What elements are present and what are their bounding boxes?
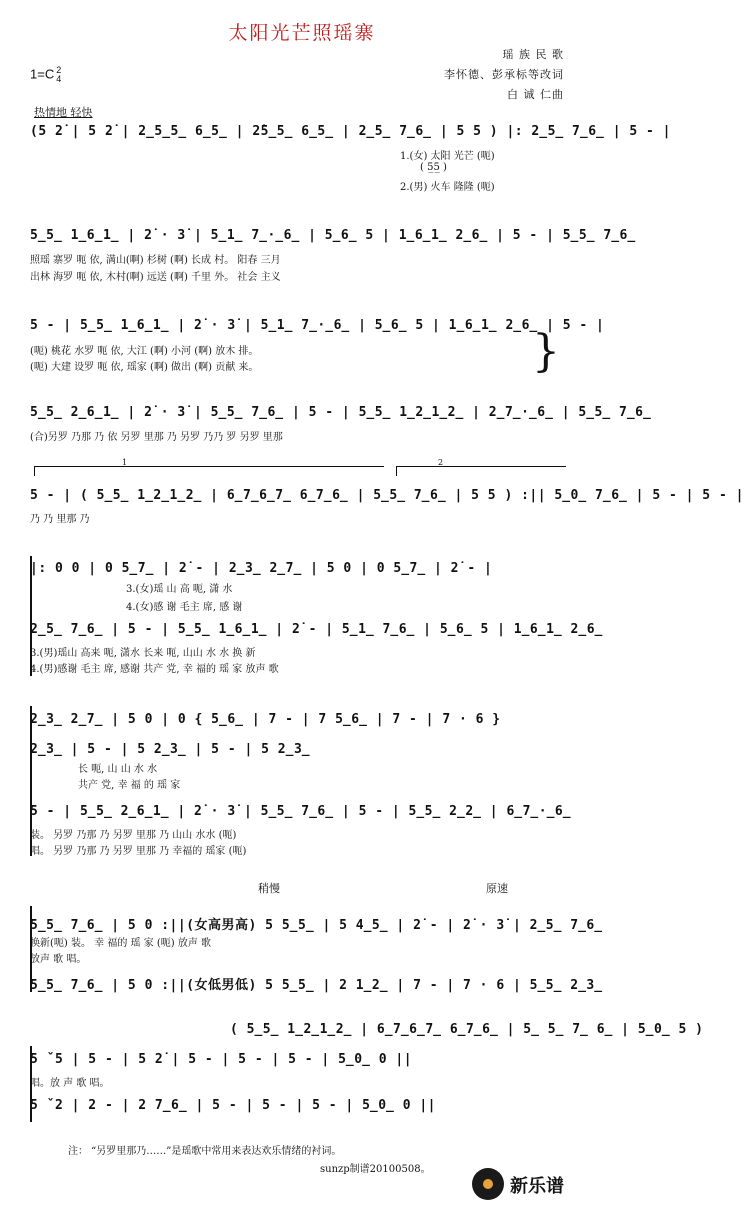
time-denominator: 4 — [56, 74, 62, 84]
credit-lyricist: 李怀德、彭承标等改词 — [444, 68, 564, 81]
record-disc-icon — [472, 1168, 504, 1200]
lyric-line: 放声 歌 唱。 — [30, 954, 87, 965]
lyric-line: (呃) 大建 设罗 呃 依, 瑶家 (啊) 做出 (啊) 贡献 来。 — [30, 362, 259, 373]
time-numerator: 2 — [56, 65, 62, 75]
lyric-line: 换新(呃) 装。 幸 福的 瑶 家 (呃) 放声 歌 — [30, 938, 212, 949]
lyric-line: 4.(女)感 谢 毛主 席, 感 谢 — [126, 602, 243, 613]
tempo-original-mark: 原速 — [486, 882, 508, 895]
lyric-line: 1.(女) 太阳 光芒 (呃) — [400, 151, 495, 162]
volta-2-bracket — [396, 466, 566, 467]
notation-line: 5̲5̲ 1̲6̲1̲ | 2̇ · 3̇ | 5̲1̲ 7̲·̲6̲ | 5̲6̲ 5 | 1̲6̲1̲ 2̲6̲ | 5 - | 5̲5̲ 7̲6̲ — [30, 228, 636, 243]
lyric-line: 装。 另罗 乃那 乃 另罗 里那 乃 山山 水水 (呃) — [30, 830, 237, 841]
lyric-line: 乃 乃 里那 乃 — [30, 514, 90, 525]
notation-line: 5̲5̲ 7̲6̲ | 5 0 :||(女高男高) 5 5̲5̲ | 5 4̲5̲ | 2̇ - | 2̇ · 3̇ | 2̲5̲ 7̲6̲ — [30, 918, 603, 933]
lyric-line: 唱。放 声 歌 唱。 — [30, 1078, 110, 1089]
volta-2-left — [396, 466, 397, 476]
key-signature — [30, 66, 61, 84]
lyric-line: 唱。 另罗 乃那 乃 另罗 里那 乃 幸福的 瑶家 (呃) — [30, 846, 247, 857]
notation-line: ( 5̲5̲ 1̲2̲1̲2̲ | 6̲7̲6̲7̲ 6̲7̲6̲ | 5̲ 5̲ 7̲ 6̲ | 5̲0̲ 5 ) — [230, 1022, 704, 1037]
system-bracket-3 — [30, 556, 32, 676]
notation-line: 2̲5̲ 7̲6̲ | 5 - | 5̲5̲ 1̲6̲1̲ | 2̇ - | 5̲1̲ 7̲6̲ | 5̲6̲ 5 | 1̲6̲1̲ 2̲6̲ — [30, 622, 603, 637]
site-logo — [472, 1168, 592, 1202]
lyric-line: (合)另罗 乃那 乃 依 另罗 里那 乃 另罗 乃乃 罗 另罗 里那 — [30, 432, 283, 443]
tempo-slow-mark: 稍慢 — [258, 882, 280, 895]
notation-line: 5 - | ( 5̲5̲ 1̲2̲1̲2̲ | 6̲7̲6̲7̲ 6̲7̲6̲ | 5̲5̲ 7̲6̲ | 5 5 ) :|| 5̲0̲ 7̲6̲ | 5 - | 5 - | — [30, 488, 744, 503]
notation-line: (5 2̇ | 5 2̇ | 2̲5̲5̲ 6̲5̲ | 2̇5̲5̲ 6̲5̲ | 2̲5̲ 7̲6̲ | 5 5 ) |: 2̲5̲ 7̲6̲ | 5 - | — [30, 124, 671, 139]
system-bracket-4 — [30, 706, 32, 856]
notation-line: 5 - | 5̲5̲ 1̲6̲1̲ | 2̇ · 3̇ | 5̲1̲ 7̲·̲6̲ | 5̲6̲ 5 | 1̲6̲1̲ 2̲6̲ | 5 - | — [30, 318, 605, 333]
system-bracket-6 — [30, 1046, 32, 1122]
page-title: 太阳光芒照瑶寨 — [228, 22, 376, 44]
lyric-line: ( 5̲5̲ ) — [420, 162, 447, 173]
credit-composer: 白 诚 仁曲 — [507, 88, 564, 101]
key-prefix: 1=C — [30, 66, 55, 82]
volta-2-label: 2 — [438, 458, 444, 467]
lyric-line: 2.(男) 火车 隆隆 (呃) — [400, 182, 495, 193]
volta-1-bracket — [34, 466, 384, 467]
logo-text: 新乐谱 — [510, 1176, 564, 1197]
tempo-marking: 热情地 轻快 — [34, 106, 93, 119]
notation-line: 5̲5̲ 7̲6̲ | 5 0 :||(女低男低) 5 5̲5̲ | 2 1̲2̲ | 7 - | 7 · 6 | 5̲5̲ 2̲3̲ — [30, 978, 603, 993]
notation-line: 5 - | 5̲5̲ 2̲6̲1̲ | 2̇ · 3̇ | 5̲5̲ 7̲6̲ | 5 - | 5̲5̲ 2̲2̲ | 6̲7̲·̲6̲ — [30, 804, 572, 819]
lyric-line: 共产 党, 幸 福 的 瑶 家 — [78, 780, 181, 791]
lyric-line: 出林 海罗 呃 依, 木村(啊) 远送 (啊) 千里 外。 社会 主义 — [30, 272, 281, 283]
lyric-line: 长 呃, 山 山 水 水 — [78, 764, 158, 775]
notation-line: 5̲5̲ 2̲6̲1̲ | 2̇ · 3̇ | 5̲5̲ 7̲6̲ | 5 - | 5̲5̲ 1̲2̲1̲2̲ | 2̲7̲·̲6̲ | 5̲5̲ 7̲6̲ — [30, 405, 652, 420]
notation-line: 2̲3̲ | 5 - | 5 2̲3̲ | 5 - | 5 2̲3̲ — [30, 742, 311, 757]
brace-right-verse: } — [532, 326, 560, 377]
footnote: 注： “另罗里那乃……”是瑶歌中常用来表达欢乐情绪的衬词。 — [68, 1146, 342, 1157]
lyric-line: 3.(女)瑶 山 高 呃, 潇 水 — [126, 584, 233, 595]
notation-line: |: 0 0 | 0 5̲7̲ | 2̇ - | 2̲3̲ 2̲7̲ | 5 0 | 0 5̲7̲ | 2̇ - | — [30, 561, 493, 576]
lyric-line: 照瑶 寨罗 呃 依, 满山(啊) 杉树 (啊) 长成 村。 阳春 三月 — [30, 255, 281, 266]
signature: sunzp制谱20100508。 — [320, 1164, 431, 1175]
lyric-line: 3.(男)瑶山 高来 呃, 潇水 长来 呃, 山山 水 水 换 新 — [30, 648, 256, 659]
notation-line: 5 ˇ5 | 5 - | 5 2̇ | 5 - | 5 - | 5 - | 5̲0̲ 0 || — [30, 1052, 413, 1067]
lyric-line: (呃) 桃花 水罗 呃 依, 大江 (啊) 小河 (啊) 放木 排。 — [30, 346, 259, 357]
system-bracket-5 — [30, 906, 32, 992]
notation-line: 5 ˇ2 | 2 - | 2 7̲6̲ | 5 - | 5 - | 5 - | 5̲0̲ 0 || — [30, 1098, 437, 1113]
credit-genre: 瑶 族 民 歌 — [502, 48, 564, 61]
lyric-line: 4.(男)感谢 毛主 席, 感谢 共产 党, 幸 福的 瑶 家 放声 歌 — [30, 664, 279, 675]
volta-1-label: 1 — [122, 458, 128, 467]
notation-line: 2̲3̲ 2̲7̲ | 5 0 | 0 { 5̲6̲ | 7 - | 7 5̲6̲ | 7 - | 7 · 6 } — [30, 712, 501, 727]
volta-1-left — [34, 466, 35, 476]
